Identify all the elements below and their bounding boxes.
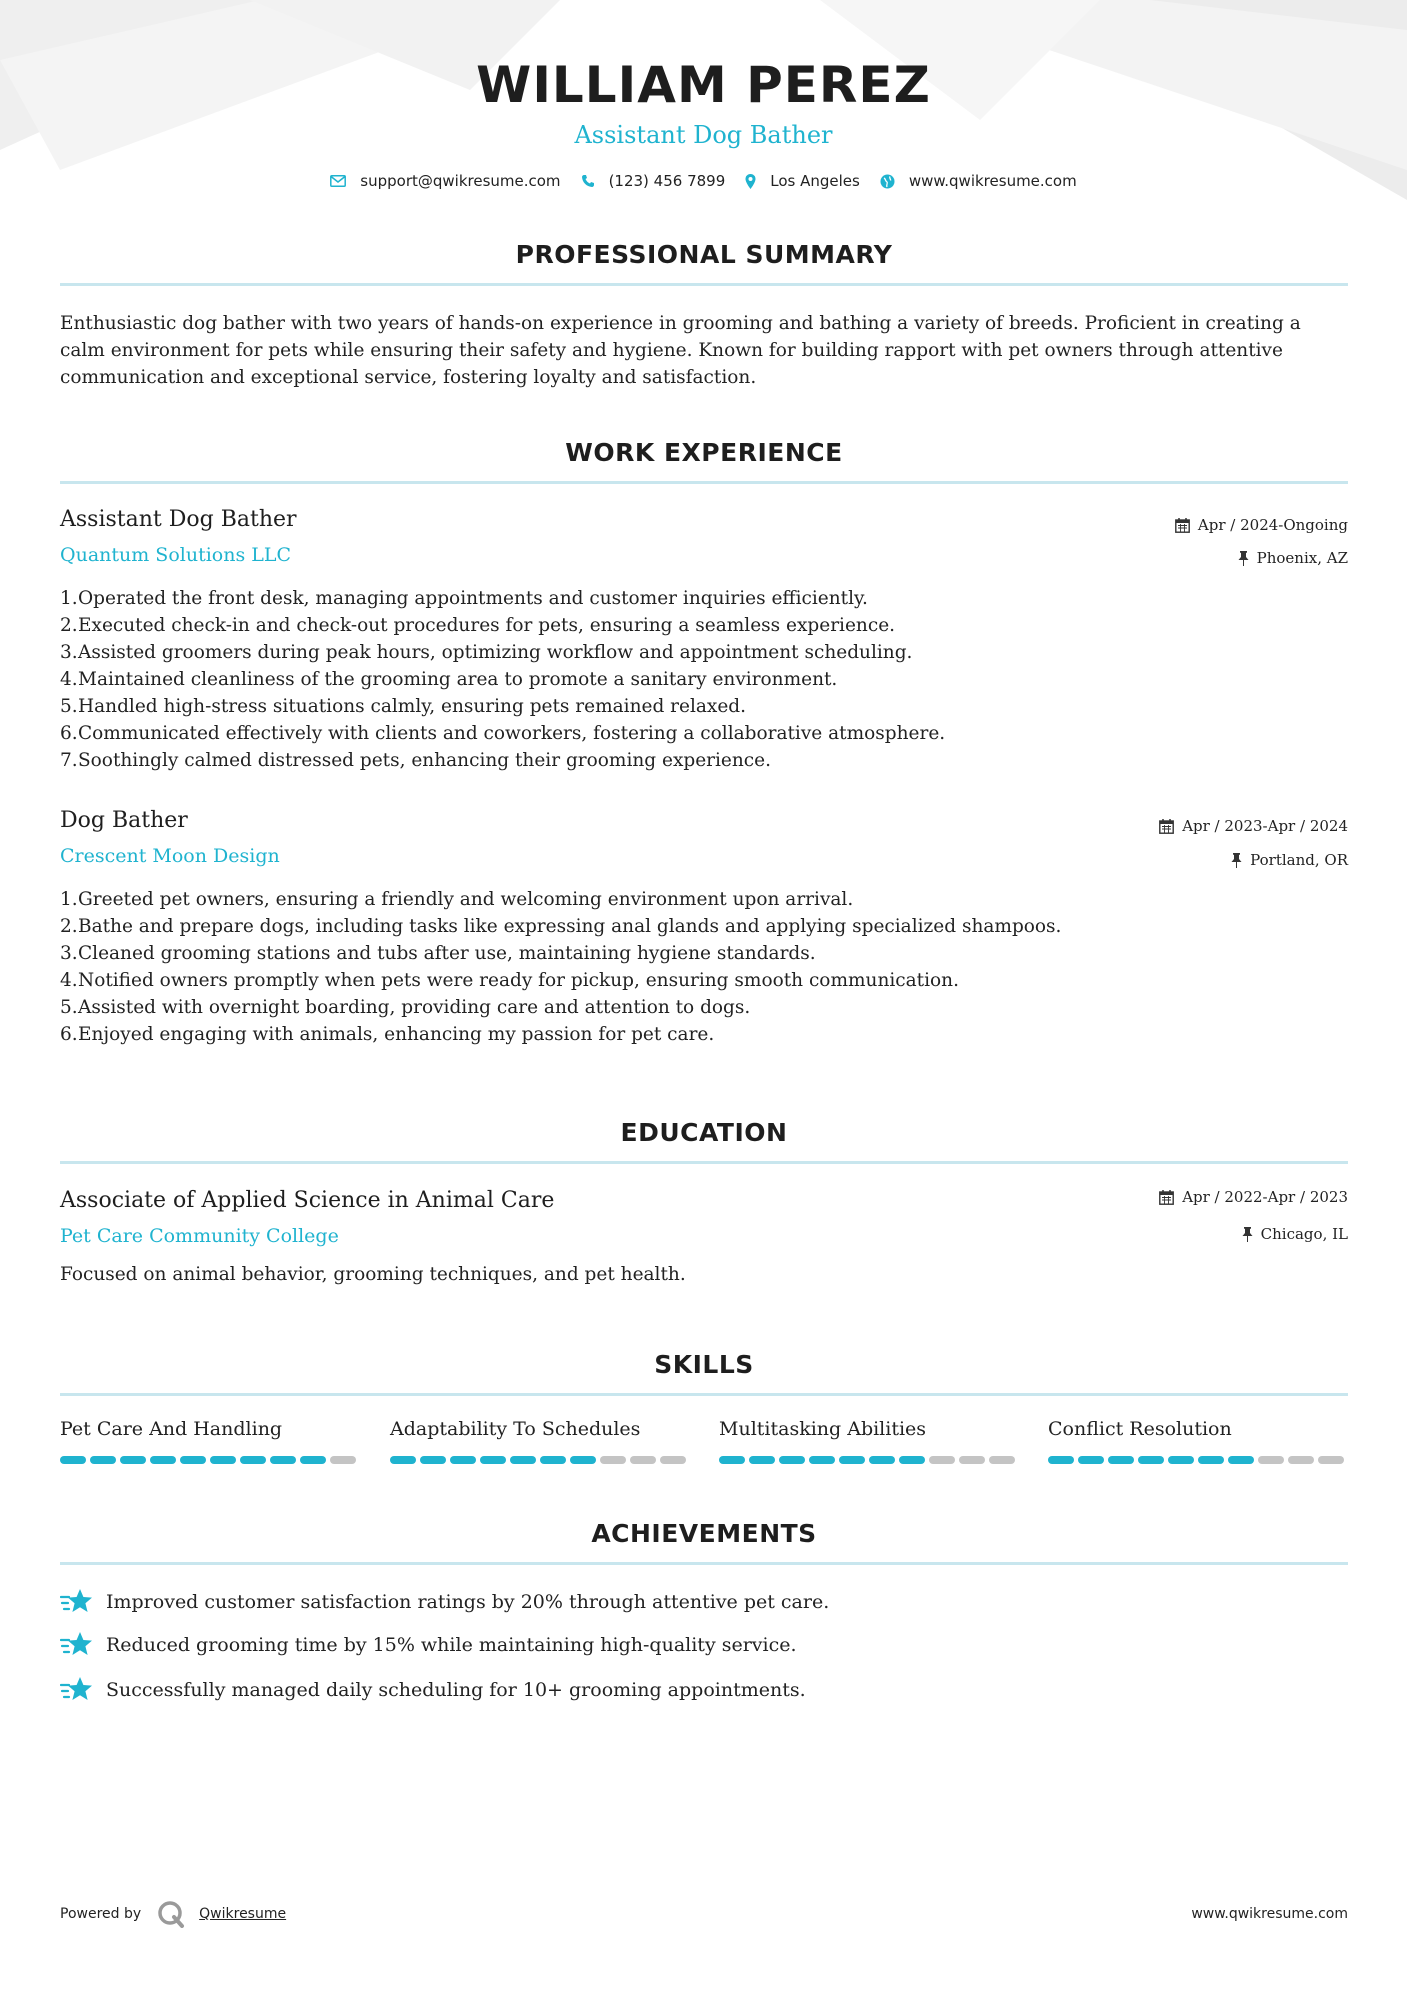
job-dates-text: Apr / 2023-Apr / 2024 <box>1182 817 1348 835</box>
skill-item <box>390 1418 690 1464</box>
list-item: 1. Greeted pet owners, ensuring a friendly and welcoming environment upon arrival. <box>60 889 854 910</box>
skill-segment-filled <box>779 1456 805 1464</box>
summary-text: Enthusiastic dog bather with two years of hands-on experience in grooming and bathing a variety of breeds. Proficient in creating a calm environment for pets while ensuring their safety and hygiene. Known for building rapport with pet owners through attentive communication and exceptional service, fostering loyalty and satisfaction. <box>60 313 1301 388</box>
experience-heading: WORK EXPERIENCE <box>565 438 843 467</box>
education-divider <box>60 1161 1348 1164</box>
education-dates <box>1159 1188 1348 1206</box>
list-item: 5. Handled high-stress situations calmly, ensuring pets remained relaxed. <box>60 696 747 717</box>
skill-segment-filled <box>719 1456 745 1464</box>
star-icon <box>60 1631 93 1659</box>
skill-segment-filled <box>1078 1456 1104 1464</box>
job-bullet-list <box>60 886 1348 1048</box>
summary-divider <box>60 283 1348 286</box>
job-location <box>1231 851 1348 869</box>
achievement-item <box>60 1631 1348 1659</box>
candidate-role: Assistant Dog Bather <box>574 121 833 149</box>
job-bullet-list <box>60 585 1348 774</box>
candidate-name: WILLIAM PEREZ <box>476 56 931 114</box>
skill-level-bar <box>60 1456 360 1464</box>
skill-item <box>1048 1418 1348 1464</box>
achievement-item <box>60 1588 1348 1616</box>
job-title: Dog Bather <box>60 808 188 833</box>
skill-segment-filled <box>1198 1456 1224 1464</box>
list-item: 4. Notified owners promptly when pets were ready for pickup, ensuring smooth communication. <box>60 970 959 991</box>
skill-segment-filled <box>60 1456 86 1464</box>
contact-phone-text: (123) 456 7899 <box>608 172 726 190</box>
achievements-divider <box>60 1562 1348 1565</box>
skill-segment-empty <box>630 1456 656 1464</box>
job-location <box>1238 549 1348 567</box>
skill-segment-filled <box>869 1456 895 1464</box>
skill-segment-empty <box>1318 1456 1344 1464</box>
education-description: Focused on animal behavior, grooming techniques, and pet health. <box>60 1264 686 1285</box>
skill-segment-empty <box>330 1456 356 1464</box>
job-title: Assistant Dog Bather <box>60 507 297 532</box>
contact-phone[interactable] <box>581 172 726 190</box>
experience-divider <box>60 481 1348 484</box>
skills-divider <box>60 1393 1348 1396</box>
list-item: 3. Cleaned grooming stations and tubs after use, maintaining hygiene standards. <box>60 943 816 964</box>
skill-segment-empty <box>1288 1456 1314 1464</box>
list-item: 4. Maintained cleanliness of the grooming area to promote a sanitary environment. <box>60 669 838 690</box>
qwikresume-logo-icon <box>157 1900 185 1928</box>
qwikresume-link[interactable]: Qwikresume <box>199 1906 287 1922</box>
skill-segment-filled <box>1048 1456 1074 1464</box>
skill-segment-filled <box>180 1456 206 1464</box>
contact-location-text: Los Angeles <box>770 172 860 190</box>
skill-segment-filled <box>1108 1456 1134 1464</box>
skill-segment-empty <box>959 1456 985 1464</box>
job-location-text: Phoenix, AZ <box>1256 549 1348 567</box>
calendar-icon <box>1159 819 1174 834</box>
skill-segment-filled <box>150 1456 176 1464</box>
skill-segment-filled <box>1168 1456 1194 1464</box>
skill-name: Pet Care And Handling <box>60 1418 283 1440</box>
globe-icon <box>880 174 895 189</box>
skill-item <box>60 1418 360 1464</box>
list-item: 6. Communicated effectively with clients and coworkers, fostering a collaborative atmosphere. <box>60 723 946 744</box>
skill-segment-empty <box>989 1456 1015 1464</box>
resume-header <box>0 58 1407 149</box>
skill-segment-filled <box>540 1456 566 1464</box>
achievement-text: Reduced grooming time by 15% while maintaining high-quality service. <box>106 1634 797 1656</box>
list-item: 3. Assisted groomers during peak hours, optimizing workflow and appointment scheduling. <box>60 642 913 663</box>
job-dates <box>1159 817 1348 835</box>
skill-segment-filled <box>300 1456 326 1464</box>
star-icon <box>60 1588 93 1616</box>
contact-email[interactable] <box>330 172 560 190</box>
skill-segment-empty <box>660 1456 686 1464</box>
skill-segment-filled <box>1228 1456 1254 1464</box>
skill-name: Conflict Resolution <box>1048 1418 1232 1440</box>
skill-level-bar <box>719 1456 1019 1464</box>
education-location-text: Chicago, IL <box>1260 1225 1348 1243</box>
skill-level-bar <box>390 1456 690 1464</box>
calendar-icon <box>1175 518 1190 533</box>
job-dates-text: Apr / 2024-Ongoing <box>1197 516 1348 534</box>
map-pin-icon <box>745 174 756 189</box>
list-item: 7. Soothingly calmed distressed pets, enhancing their grooming experience. <box>60 750 771 771</box>
contact-location <box>745 172 860 190</box>
skill-item <box>719 1418 1019 1464</box>
skill-segment-filled <box>570 1456 596 1464</box>
contact-website-text: www.qwikresume.com <box>908 172 1077 190</box>
pushpin-icon <box>1238 551 1249 566</box>
contact-website[interactable] <box>880 172 1077 190</box>
contact-bar <box>0 172 1407 190</box>
skill-segment-empty <box>929 1456 955 1464</box>
job-company: Quantum Solutions LLC <box>60 544 292 566</box>
achievement-text: Successfully managed daily scheduling for 10+ grooming appointments. <box>106 1679 806 1701</box>
education-school: Pet Care Community College <box>60 1225 339 1247</box>
skill-level-bar <box>1048 1456 1348 1464</box>
contact-email-text: support@qwikresume.com <box>360 172 561 190</box>
skill-segment-filled <box>480 1456 506 1464</box>
powered-by-label: Powered by <box>60 1906 142 1922</box>
skill-segment-filled <box>120 1456 146 1464</box>
skill-segment-filled <box>899 1456 925 1464</box>
skill-name: Multitasking Abilities <box>719 1418 927 1440</box>
skill-segment-filled <box>749 1456 775 1464</box>
skill-name: Adaptability To Schedules <box>390 1418 641 1440</box>
job-location-text: Portland, OR <box>1250 851 1348 869</box>
achievement-item <box>60 1676 1348 1704</box>
education-location <box>1242 1225 1348 1243</box>
education-heading: EDUCATION <box>620 1118 788 1147</box>
footer-website[interactable]: www.qwikresume.com <box>1191 1906 1348 1922</box>
phone-icon <box>581 174 595 188</box>
achievement-text: Improved customer satisfaction ratings by 20% through attentive pet care. <box>106 1591 830 1613</box>
list-item: 5. Assisted with overnight boarding, providing care and attention to dogs. <box>60 997 751 1018</box>
skill-segment-filled <box>450 1456 476 1464</box>
star-icon <box>60 1676 93 1704</box>
list-item: 2. Executed check-in and check-out procedures for pets, ensuring a seamless experience. <box>60 615 896 636</box>
pushpin-icon <box>1231 853 1242 868</box>
achievements-heading: ACHIEVEMENTS <box>591 1519 817 1548</box>
skill-segment-filled <box>510 1456 536 1464</box>
envelope-icon <box>330 175 346 187</box>
list-item: 6. Enjoyed engaging with animals, enhancing my passion for pet care. <box>60 1024 715 1045</box>
skill-segment-filled <box>240 1456 266 1464</box>
skill-segment-filled <box>270 1456 296 1464</box>
skill-segment-filled <box>1138 1456 1164 1464</box>
skill-segment-filled <box>809 1456 835 1464</box>
skill-segment-filled <box>839 1456 865 1464</box>
skill-segment-filled <box>210 1456 236 1464</box>
list-item: 1. Operated the front desk, managing appointments and customer inquiries efficiently. <box>60 588 868 609</box>
pushpin-icon <box>1242 1227 1253 1242</box>
list-item: 2. Bathe and prepare dogs, including tasks like expressing anal glands and applying specialized shampoos. <box>60 916 1062 937</box>
job-company: Crescent Moon Design <box>60 845 280 867</box>
footer-powered-by <box>60 1900 286 1928</box>
skill-segment-empty <box>1258 1456 1284 1464</box>
skill-segment-empty <box>600 1456 626 1464</box>
skills-heading: SKILLS <box>654 1350 754 1379</box>
summary-heading: PROFESSIONAL SUMMARY <box>515 240 893 269</box>
job-dates <box>1175 516 1348 534</box>
education-degree: Associate of Applied Science in Animal Care <box>60 1188 555 1213</box>
calendar-icon <box>1159 1190 1174 1205</box>
education-dates-text: Apr / 2022-Apr / 2023 <box>1182 1188 1348 1206</box>
skill-segment-filled <box>390 1456 416 1464</box>
skill-segment-filled <box>420 1456 446 1464</box>
skill-segment-filled <box>90 1456 116 1464</box>
